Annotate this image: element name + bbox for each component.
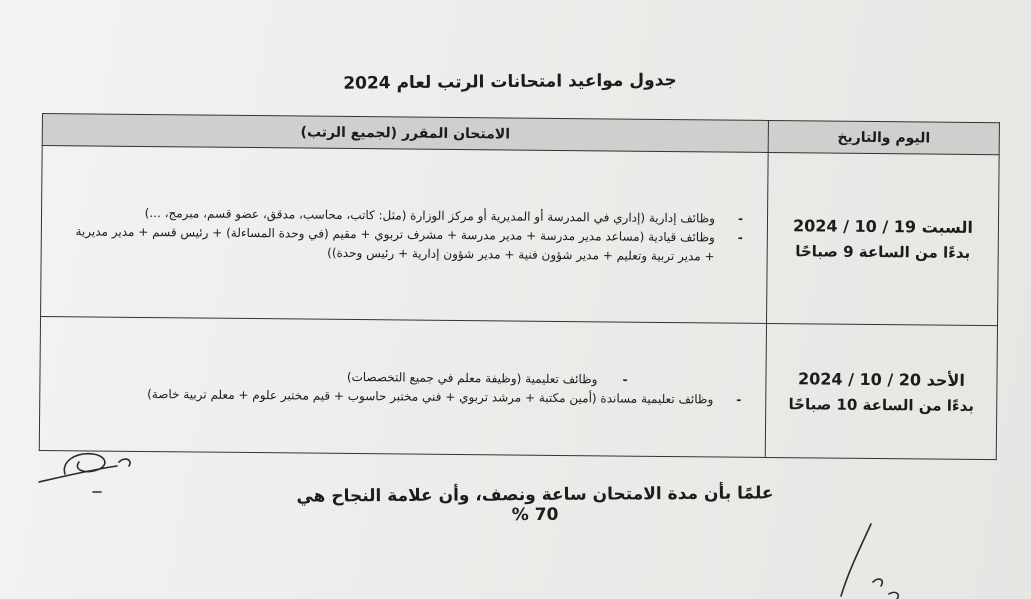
document-title: جدول مواعيد امتحانات الرتب لعام 2024 <box>343 70 677 94</box>
initials-signature-icon <box>35 440 145 500</box>
exam-date: السبت 19 / 10 / 2024 <box>792 216 973 238</box>
exam-start-time: بدءًا من الساعة 9 صباحًا <box>795 242 971 263</box>
exam-note: علمًا بأن مدة الامتحان ساعة ونصف، وأن علامة النجاح هي 70 % <box>296 483 774 526</box>
exam-cell <box>39 317 766 458</box>
list-item: - وظائف تعليمية مساندة (أمين مكتبة + مرشد تربوي + فني مختبر حاسوب + قيم مختبر علوم + معلم تربية خاصة) <box>60 384 747 410</box>
list-item: - وظائف قيادية (مساعد مدير مدرسة + مدير مدرسة + مشرف تربوي + مقيم (في وحدة المساءلة) + رئيس قسم + مدير مديرية + مدير تربية وتعليم + مدير شؤون فنية + مدير شؤون إدارية + رئيس وحدة)) <box>62 222 749 267</box>
table-row <box>39 317 997 460</box>
date-cell <box>767 153 1000 326</box>
schedule-table-wrapper <box>39 113 1000 460</box>
exam-list <box>62 203 750 267</box>
exam-start-time: بدءًا من الساعة 10 صباحًا <box>788 394 975 415</box>
exam-list <box>60 365 747 410</box>
exam-cell <box>41 146 769 324</box>
date-cell <box>765 323 997 459</box>
signature-stroke-icon <box>815 520 945 599</box>
header-date: اليوم والتاريخ <box>768 120 999 155</box>
header-exam: الامتحان المقرر (لجميع الرتب) <box>42 114 768 153</box>
schedule-table <box>39 113 1000 460</box>
exam-date: الأحد 20 / 10 / 2024 <box>798 368 965 390</box>
list-item: - وظائف إدارية (إداري في المدرسة أو المديرية أو مركز الوزارة (مثل: كاتب، محاسب، مدقق، عضو قسم، مبرمج، ...) <box>62 203 749 229</box>
table-row <box>41 146 1000 326</box>
list-item: - وظائف تعليمية (وظيفة معلم في جميع التخصصات) <box>60 365 747 391</box>
